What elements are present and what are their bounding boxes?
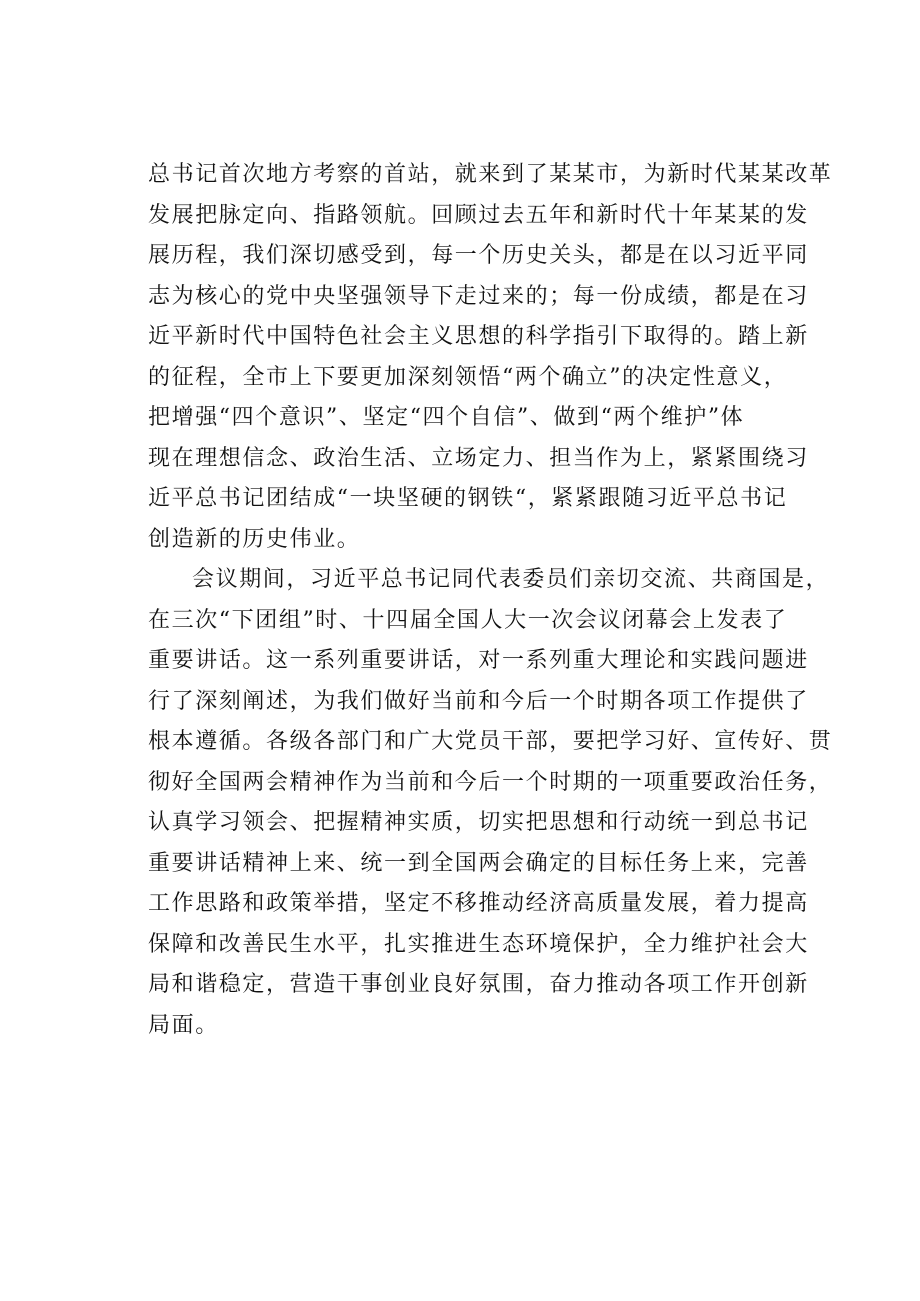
paragraph-line: 发展把脉定向、指路领航。回顾过去五年和新时代十年某某的发 — [148, 202, 809, 228]
paragraph-line: 工作思路和政策举措，坚定不移推动经济高质量发展，着力提高 — [148, 891, 809, 916]
paragraph-line: 局和谐稳定，营造干事创业良好氛围，奋力推动各项工作开创新 — [148, 972, 809, 997]
paragraph-line: 彻好全国两会精神作为当前和今后一个时期的一项重要政治任务， — [148, 769, 833, 795]
paragraph-line: 会议期间，习近平总书记同代表委员们亲切交流、共商国是， — [192, 567, 830, 592]
paragraph-line: 总书记首次地方考察的首站，就来到了某某市，为新时代某某改革 — [148, 162, 833, 187]
paragraph-line: 近平总书记团结成“一块坚硬的钢铁“，紧紧跟随习近平总书记 — [148, 486, 788, 511]
paragraph-line: 把增强“四个意识”、坚定“四个自信”、做到“两个维护”体 — [148, 405, 745, 430]
paragraph-line: 的征程，全市上下要更加深刻领悟“两个确立”的决定性意义， — [148, 364, 788, 390]
paragraph-line: 志为核心的党中央坚强领导下走过来的；每一份成绩，都是在习 — [148, 283, 809, 309]
paragraph-1 — [148, 155, 833, 560]
paragraph-2 — [148, 560, 833, 1046]
paragraph-line: 保障和改善民生水平，扎实推进生态环境保护，全力维护社会大 — [148, 931, 809, 957]
paragraph-line: 在三次“下团组”时、十四届全国人大一次会议闭幕会上发表了 — [148, 607, 788, 633]
paragraph-line: 根本遵循。各级各部门和广大党员干部，要把学习好、宣传好、贯 — [148, 729, 833, 754]
paragraph-line: 展历程，我们深切感受到，每一个历史关头，都是在以习近平同 — [148, 243, 809, 268]
paragraph-line: 现在理想信念、政治生活、立场定力、担当作为上，紧紧围绕习 — [148, 445, 809, 471]
paragraph-line: 近平新时代中国特色社会主义思想的科学指引下取得的。踏上新 — [148, 324, 809, 349]
paragraph-line: 局面。 — [148, 1012, 219, 1038]
paragraph-line: 认真学习领会、把握精神实质，切实把思想和行动统一到总书记 — [148, 810, 809, 835]
paragraph-line: 重要讲话精神上来、统一到全国两会确定的目标任务上来，完善 — [148, 850, 809, 876]
paragraph-line: 行了深刻阐述，为我们做好当前和今后一个时期各项工作提供了 — [148, 688, 809, 714]
document-body — [148, 155, 833, 1046]
paragraph-line: 创造新的历史伟业。 — [148, 526, 361, 552]
paragraph-line: 重要讲话。这一系列重要讲话，对一系列重大理论和实践问题进 — [148, 648, 809, 673]
